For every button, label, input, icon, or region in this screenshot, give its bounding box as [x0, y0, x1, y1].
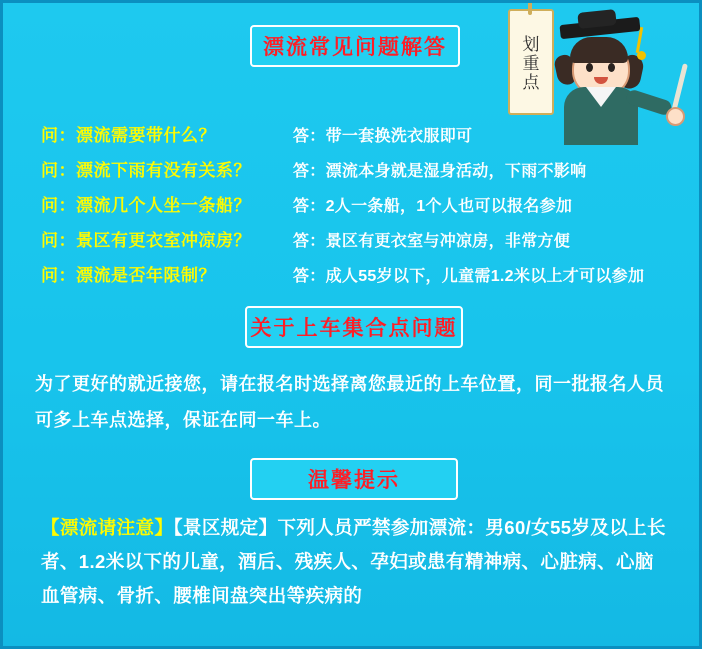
banner-char-2: 重 — [522, 53, 540, 73]
pickup-paragraph: 为了更好的就近接您，请在报名时选择离您最近的上车位置，同一批报名人员可多上车点选择，保证在同一车上。 — [35, 374, 664, 430]
banner-char-1: 划 — [522, 34, 540, 54]
faq-question: 问：景区有更衣室冲凉房？ — [41, 231, 251, 250]
faq-answer: 答：2人一条船，1个人也可以报名参加 — [293, 198, 573, 215]
faq-answer: 答：带一套换洗衣服即可 — [293, 128, 473, 145]
faq-question: 问：漂流需要带什么？ — [41, 126, 216, 145]
faq-item — [3, 226, 702, 261]
mascot-eye-right-icon — [608, 63, 615, 72]
faq-item — [3, 261, 702, 296]
faq-title-text: 漂流常见问题解答 — [263, 36, 447, 59]
banner-hanger-icon — [528, 1, 532, 15]
faq-question: 问：漂流是否年限制？ — [41, 266, 216, 285]
tips-title-box — [250, 458, 458, 500]
faq-answer: 答：漂流本身就是湿身活动，下雨不影响 — [293, 163, 587, 180]
faq-answer: 答：景区有更衣室与冲凉房，非常方便 — [293, 233, 571, 250]
faq-answer: 答：成人55岁以下，儿童需1.2米以上才可以参加 — [293, 268, 645, 285]
cap-tassel-ball-icon — [637, 51, 646, 60]
faq-item — [3, 156, 702, 191]
faq-question: 问：漂流几个人坐一条船？ — [41, 196, 251, 215]
mascot-eye-left-icon — [586, 63, 593, 72]
faq-list — [3, 121, 702, 296]
mascot-hair-top-icon — [570, 37, 628, 63]
tips-title-text: 温馨提示 — [308, 469, 400, 492]
warning-highlight: 【漂流请注意】 — [41, 517, 174, 538]
warning-paragraph — [41, 511, 671, 613]
faq-question: 问：漂流下雨有没有关系？ — [41, 161, 251, 180]
faq-item — [3, 121, 702, 156]
faq-title-box — [250, 25, 460, 67]
pickup-title-box — [245, 306, 463, 348]
key-points-banner — [508, 9, 554, 115]
pickup-title-text: 关于上车集合点问题 — [250, 317, 458, 340]
faq-item — [3, 191, 702, 226]
warning-body: 【景区规定】下列人员严禁参加漂流：男60/女55岁及以上长者、1.2米以下的儿童，酒后、残疾人、孕妇或患有精神病、心脏病、心脑血管病、骨折、腰椎间盘突出等疾病的 — [41, 517, 666, 606]
banner-char-3: 点 — [522, 72, 540, 92]
